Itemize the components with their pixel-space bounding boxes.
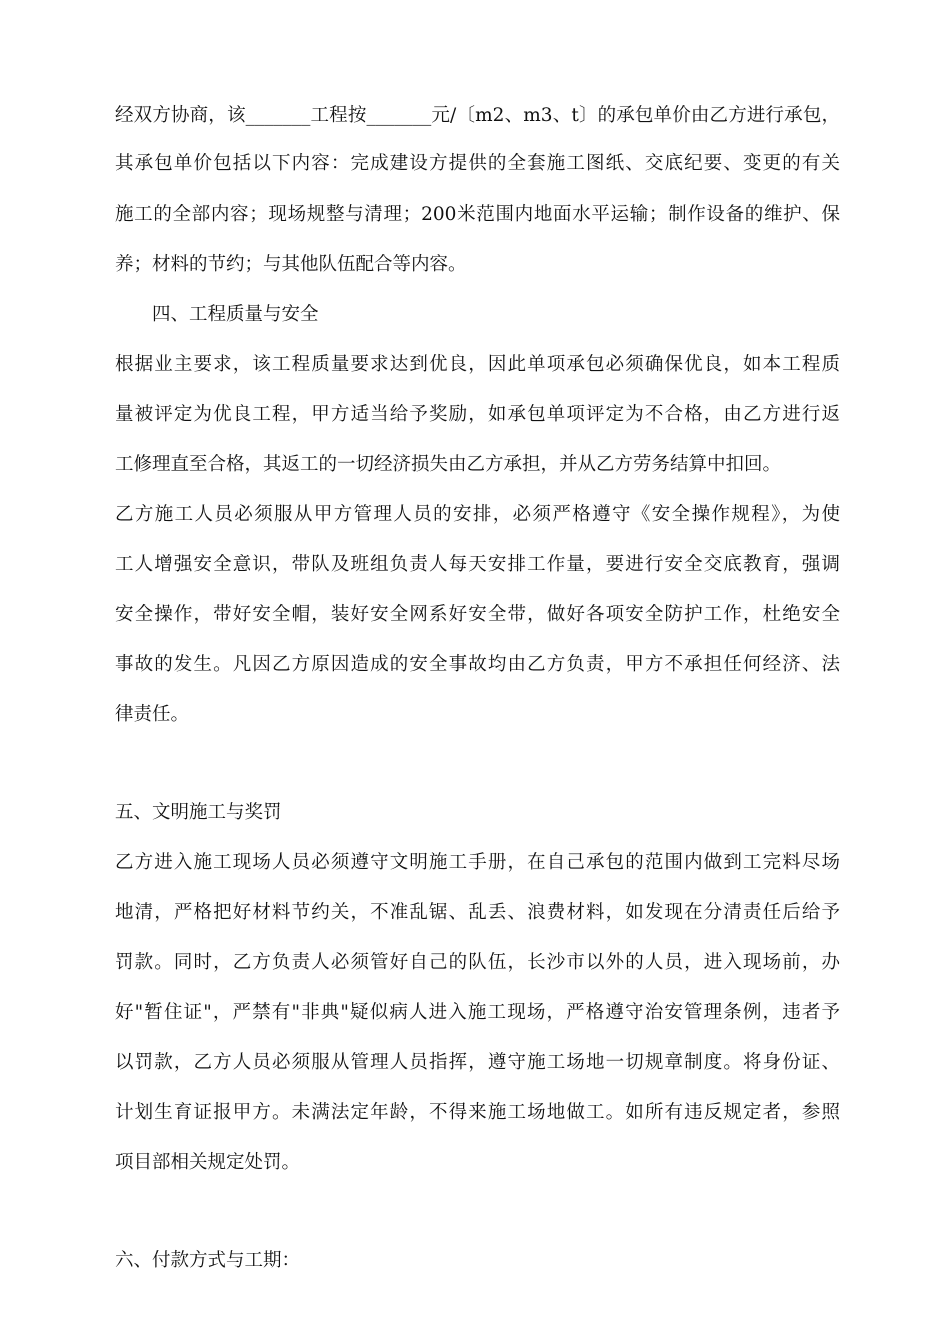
text-line: 养；材料的节约；与其他队伍配合等内容。 bbox=[115, 254, 467, 275]
text-line: 工人增强安全意识，带队及班组负责人每天安排工作量，要进行安全交底教育，强调 bbox=[115, 554, 840, 575]
text-line: 根据业主要求，该工程质量要求达到优良，因此单项承包必须确保优良，如本工程质 bbox=[115, 354, 840, 375]
text-line: 罚款。同时，乙方负责人必须管好自己的队伍，长沙市以外的人员，进入现场前，办 bbox=[115, 952, 840, 973]
text-line: 量被评定为优良工程，甲方适当给予奖励，如承包单项评定为不合格，由乙方进行返 bbox=[115, 404, 840, 425]
text-line: 其承包单价包括以下内容：完成建设方提供的全套施工图纸、交底纪要、变更的有关 bbox=[115, 153, 840, 174]
text-line: 律责任。 bbox=[115, 704, 190, 725]
text-line: 项目部相关规定处罚。 bbox=[115, 1152, 301, 1173]
text-line: 经双方协商，该_______工程按_______元/〔m2、m3、t〕的承包单价由乙方进行承包， bbox=[115, 105, 840, 126]
text-line: 地清，严格把好材料节约关，不准乱锯、乱丢、浪费材料，如发现在分清责任后给予 bbox=[115, 902, 840, 923]
text-line: 施工的全部内容；现场规整与清理；200米范围内地面水平运输；制作设备的维护、保 bbox=[115, 204, 840, 225]
text-line: 乙方进入施工现场人员必须遵守文明施工手册，在自己承包的范围内做到工完料尽场 bbox=[115, 852, 840, 873]
section-heading: 四、工程质量与安全 bbox=[152, 304, 319, 325]
section-heading: 六、付款方式与工期： bbox=[115, 1250, 301, 1271]
text-line: 安全操作，带好安全帽，装好安全网系好安全带，做好各项安全防护工作，杜绝安全 bbox=[115, 604, 840, 625]
text-line: 以罚款，乙方人员必须服从管理人员指挥，遵守施工场地一切规章制度。将身份证、 bbox=[115, 1052, 840, 1073]
text-line: 乙方施工人员必须服从甲方管理人员的安排，必须严格遵守《安全操作规程》，为使 bbox=[115, 504, 840, 525]
text-line: 工修理直至合格，其返工的一切经济损失由乙方承担，并从乙方劳务结算中扣回。 bbox=[115, 454, 782, 475]
section-heading: 五、文明施工与奖罚 bbox=[115, 802, 282, 823]
text-line: 好"暂住证"，严禁有"非典"疑似病人进入施工现场，严格遵守治安管理条例，违者予 bbox=[115, 1002, 840, 1023]
text-line: 计划生育证报甲方。未满法定年龄，不得来施工场地做工。如所有违反规定者，参照 bbox=[115, 1102, 840, 1123]
text-line: 事故的发生。凡因乙方原因造成的安全事故均由乙方负责，甲方不承担任何经济、法 bbox=[115, 654, 840, 675]
